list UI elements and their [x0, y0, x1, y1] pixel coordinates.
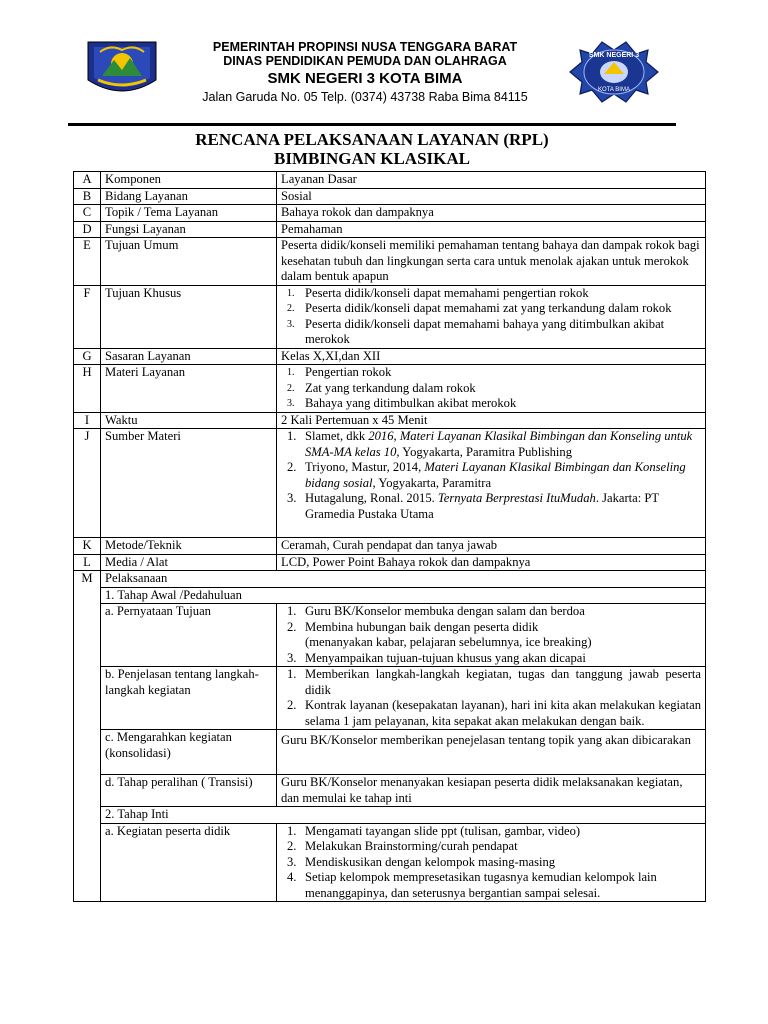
row-value: Ceramah, Curah pendapat dan tanya jawab	[277, 538, 706, 555]
table-row	[74, 667, 706, 730]
materi-layanan-list	[281, 365, 701, 412]
row-value: Guru BK/Konselor menanyakan kesiapan peserta didik melaksanakan kegiatan, dan memulai ke tahap inti	[277, 775, 706, 807]
letterhead-province: PEMERINTAH PROPINSI NUSA TENGGARA BARAT	[212, 40, 518, 54]
row-label: Pelaksanaan	[101, 571, 706, 588]
row-label: Bidang Layanan	[101, 188, 277, 205]
list-item: 1. Mengamati tayangan slide ppt (tulisan, gambar, video)	[287, 823, 581, 838]
list-item: 1. Memberikan langkah-langkah kegiatan, tugas dan tanggung jawab peserta didik	[287, 667, 701, 697]
list-item: 3. Mendiskusikan dengan kelompok masing-masing	[287, 854, 556, 869]
nusa-tenggara-barat-crest-logo	[84, 40, 160, 100]
list-item: 2. Peserta didik/konseli dapat memahami zat yang terkandung dalam rokok	[287, 301, 672, 315]
table-row	[74, 587, 706, 604]
table-row	[74, 365, 706, 413]
row-label: Topik / Tema Layanan	[101, 205, 277, 222]
table-row	[74, 285, 706, 348]
row-value: Kelas X,XI,dan XII	[277, 348, 706, 365]
row-label: Waktu	[101, 412, 277, 429]
row-value	[277, 604, 706, 667]
list-item: 2. Melakukan Brainstorming/curah pendapat	[287, 839, 518, 853]
row-label: Tujuan Umum	[101, 238, 277, 286]
letterhead-address: Jalan Garuda No. 05 Telp. (0374) 43738 Raba Bima 84115	[202, 90, 528, 104]
list-item: 2. Triyono, Mastur, 2014, Materi Layanan Klasikal Bimbingan dan Konseling bidang sosial, Yogyakarta, Paramitra	[287, 460, 686, 490]
row-label: Tujuan Khusus	[101, 285, 277, 348]
table-row	[74, 554, 706, 571]
row-label: Sasaran Layanan	[101, 348, 277, 365]
table-row	[74, 172, 706, 189]
list-item: 3. Menyampaikan tujuan-tujuan khusus yang akan dicapai	[287, 650, 586, 665]
table-row	[74, 412, 706, 429]
row-label: Materi Layanan	[101, 365, 277, 413]
tahap-inti-heading: 2. Tahap Inti	[101, 807, 706, 824]
svg-text:SMK NEGERI 3: SMK NEGERI 3	[588, 52, 640, 59]
list-item: 1. Peserta didik/konseli dapat memahami pengertian rokok	[287, 285, 589, 300]
row-value: Sosial	[277, 188, 706, 205]
row-value	[277, 823, 706, 902]
row-value	[277, 667, 706, 730]
penjelasan-langkah-label: b. Penjelasan tentang langkah-langkah kegiatan	[101, 667, 277, 730]
row-letter: E	[74, 238, 101, 286]
sumber-materi-list	[281, 429, 701, 522]
kegiatan-peserta-label: a. Kegiatan peserta didik	[101, 823, 277, 902]
row-label: Media / Alat	[101, 554, 277, 571]
table-row	[74, 604, 706, 667]
row-letter: H	[74, 365, 101, 413]
list-item: 3. Peserta didik/konseli dapat memahami bahaya yang ditimbulkan akibat merokok	[287, 316, 665, 346]
row-letter: B	[74, 188, 101, 205]
row-label: Sumber Materi	[101, 429, 277, 538]
list-item: 2. Kontrak layanan (kesepakatan layanan), hari ini kita akan melakukan kegiatan selama 1 jam pelayanan, kita sepakat akan melakukan dengan baik.	[287, 698, 701, 728]
table-row	[74, 188, 706, 205]
row-value	[277, 365, 706, 413]
rpl-table	[73, 171, 706, 902]
list-item: 2. Membina hubungan baik dengan peserta didik (menanyakan kabar, pelajaran sebelumnya, ice breaking)	[287, 619, 592, 649]
table-row	[74, 538, 706, 555]
row-value: Bahaya rokok dan dampaknya	[277, 205, 706, 222]
row-label: Fungsi Layanan	[101, 221, 277, 238]
row-label: Komponen	[101, 172, 277, 189]
letterhead-department: DINAS PENDIDIKAN PEMUDA DAN OLAHRAGA	[223, 54, 507, 68]
table-row	[74, 205, 706, 222]
table-row	[74, 807, 706, 824]
kegiatan-peserta-list	[281, 824, 701, 902]
table-row	[74, 823, 706, 902]
row-letter: D	[74, 221, 101, 238]
list-item: 4. Setiap kelompok mempresetasikan tugasnya kemudian kelompok lain menanggapinya, dan seterusnya bergantian sampai selesai.	[287, 870, 657, 900]
table-row	[74, 221, 706, 238]
row-letter: J	[74, 429, 101, 538]
document-title	[68, 130, 676, 168]
mengarahkan-kegiatan-label: c. Mengarahkan kegiatan (konsolidasi)	[101, 730, 277, 775]
list-item: 2. Zat yang terkandung dalam rokok	[287, 380, 476, 395]
row-letter: K	[74, 538, 101, 555]
table-row	[74, 348, 706, 365]
list-item: 1. Slamet, dkk 2016, Materi Layanan Klasikal Bimbingan dan Konseling untuk SMA-MA kelas 10, Yogyakarta, Paramitra Publishing	[287, 429, 693, 459]
pernyataan-tujuan-list	[281, 604, 701, 666]
row-letter: A	[74, 172, 101, 189]
list-item: 1. Guru BK/Konselor membuka dengan salam dan berdoa	[287, 604, 585, 618]
list-item: 1. Pengertian rokok	[287, 365, 392, 379]
row-letter: G	[74, 348, 101, 365]
table-row	[74, 730, 706, 775]
table-row	[74, 429, 706, 538]
row-value	[277, 285, 706, 348]
tahap-peralihan-label: d. Tahap peralihan ( Transisi)	[101, 775, 277, 807]
row-letter: I	[74, 412, 101, 429]
row-letter: C	[74, 205, 101, 222]
row-value: Guru BK/Konselor memberikan penejelasan tentang topik yang akan dibicarakan	[277, 730, 706, 775]
row-value	[277, 429, 706, 538]
pernyataan-tujuan-label: a. Pernyataan Tujuan	[101, 604, 277, 667]
row-letter: L	[74, 554, 101, 571]
table-row	[74, 775, 706, 807]
title-line-1: RENCANA PELAKSANAAN LAYANAN (RPL)	[195, 130, 549, 149]
tujuan-khusus-list	[281, 286, 701, 348]
row-value: Layanan Dasar	[277, 172, 706, 189]
smk-negeri-3-badge-logo	[568, 40, 660, 104]
table-row	[74, 571, 706, 588]
list-item: 3. Hutagalung, Ronal. 2015. Ternyata Berprestasi ItuMudah. Jakarta: PT Gramedia Pustaka Utama	[287, 491, 659, 521]
row-letter: F	[74, 285, 101, 348]
row-value: 2 Kali Pertemuan x 45 Menit	[277, 412, 706, 429]
letterhead-school-name: SMK NEGERI 3 KOTA BIMA	[267, 70, 463, 87]
tahap-awal-heading: 1. Tahap Awal /Pedahuluan	[101, 587, 706, 604]
letterhead-divider	[68, 123, 676, 126]
penjelasan-langkah-list	[281, 667, 701, 729]
row-letter: M	[74, 571, 101, 902]
list-item: 3. Bahaya yang ditimbulkan akibat merokok	[287, 396, 517, 410]
row-value: LCD, Power Point Bahaya rokok dan dampaknya	[277, 554, 706, 571]
table-row	[74, 238, 706, 286]
letterhead	[150, 40, 580, 105]
svg-text:KOTA BIMA: KOTA BIMA	[598, 87, 630, 93]
title-line-2: BIMBINGAN KLASIKAL	[273, 149, 470, 168]
row-value: Pemahaman	[277, 221, 706, 238]
row-value: Peserta didik/konseli memiliki pemahaman tentang bahaya dan dampak rokok bagi kesehatan tubuh dan lingkungan serta cara untuk menolak ajakan untuk merokok dalam bentuk apapun	[277, 238, 706, 286]
row-label: Metode/Teknik	[101, 538, 277, 555]
